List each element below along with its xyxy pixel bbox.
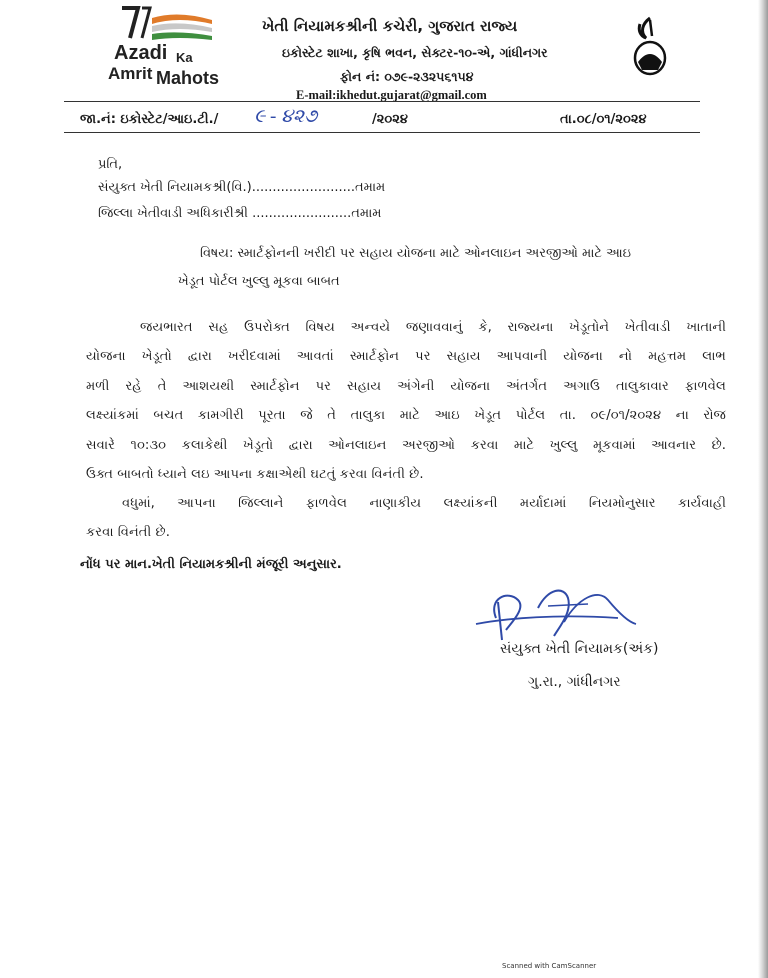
- logo-ka: Ka: [176, 50, 193, 65]
- body-p1-line-5: સવારે ૧૦:૩૦ કલાકેથી ખેડૂતો દ્વારા ઓનલાઇન અરજીઓ કરવા માટે ખુલ્લુ મૂકવામાં આવનાર છે.: [86, 437, 726, 453]
- logo-mahotsav: Mahots: [156, 68, 219, 88]
- body-paragraph-2: [86, 489, 726, 548]
- body-p1-line-1: જયભારત સહ ઉપરોક્ત વિષય અન્વયે જણાવવાનું કે, રાજ્યના ખેડૂતોને ખેતીવાડી ખાતાની: [140, 320, 726, 335]
- signatory-title: સંયુક્ત ખેતી નિયામક(અંક): [500, 641, 659, 657]
- body-p1-line-3: મળી રહે તે આશયથી સ્માર્ટફોન પર સહાય અંગેની યોજના અંતર્ગત અગાઉ તાલુકાવાર ફાળવેલ: [86, 378, 726, 394]
- recipient-line-2: જિલ્લા ખેતીવાડી અધિકારીશ્રી ........................તમામ: [98, 206, 382, 221]
- body-p2-line-1: વધુમાં, આપના જિલ્લાને ફાળવેલ નાણાકીય લક્ષ્યાંકની મર્યાદામાં નિયમોનુસાર કાર્યવાહી: [122, 496, 726, 511]
- logo-azadi: Azadi: [114, 42, 168, 64]
- subject-line-2: ખેડૂત પોર્ટલ ખુલ્લુ મૂકવા બાબત: [178, 274, 340, 289]
- scanner-watermark: Scanned with CamScanner: [502, 962, 597, 970]
- salutation: પ્રતિ,: [98, 157, 123, 172]
- body-p1-line-4: લક્ષ્યાંકમાં બચત કામગીરી પૂરતા જે તે તાલુકા માટે આઇ ખેડૂત પોર્ટલ તા. ૦૯/૦૧/૨૦૨૪ ના રોજ: [86, 408, 726, 424]
- body-p2-line-2: કરવા વિનંતી છે.: [86, 525, 170, 541]
- header-rule-top: [64, 101, 700, 102]
- azadi-ka-amrit-mahotsav-logo: [108, 4, 268, 86]
- page-edge-shadow: [758, 0, 768, 978]
- logo-amrit: Amrit: [108, 64, 153, 83]
- body-p1-line-2: યોજના ખેડૂતો દ્વારા ખરીદવામાં આવતાં સ્માર્ટફોન પર સહાય આપવાની યોજના નો મહત્તમ લાભ: [86, 349, 726, 365]
- office-title: ખેતી નિયામકશ્રીની કચેરી, ગુજરાત રાજ્ય: [262, 17, 518, 35]
- body-p1-line-6: ઉક્ત બાબતો ધ્યાને લઇ આપના કક્ષાએથી ઘટતું કરવા વિનંતી છે.: [86, 467, 424, 483]
- reference-year: /૨૦૨૪: [372, 112, 408, 127]
- approval-note: નોંધ પર માન.ખેતી નિયામકશ્રીની મંજૂરી અનુસાર.: [80, 557, 342, 572]
- handwritten-reference-number: ૯ - ૪૨૭: [254, 106, 318, 127]
- letter-date: તા.૦૮/૦૧/૨૦૨૪: [560, 112, 647, 127]
- recipient-line-1: સંયુક્ત ખેતી નિયામકશ્રી(વિ.).........................તમામ: [98, 180, 386, 195]
- office-address: ઇકોસ્ટેટ શાખા, કૃષિ ભવન, સેક્ટર-૧૦-એ, ગાંધીનગર: [282, 45, 548, 60]
- signatory-place: ગુ.રા., ગાંધીનગર: [528, 674, 621, 690]
- government-emblem-icon: [630, 16, 670, 78]
- body-paragraph-1: [86, 313, 726, 489]
- header-rule-bottom: [64, 132, 700, 133]
- office-phone: ફોન નં: ૦૭૯-૨૩૨૫૬૧૫૪: [340, 69, 474, 84]
- subject-line-1: વિષય: સ્માર્ટફોનની ખરીદી પર સહાય યોજના માટે ઓનલાઇન અરજીઓ માટે આઇ: [200, 246, 631, 261]
- reference-prefix: જા.નં: ઇકોસ્ટેટ/આઇ.ટી./: [80, 112, 219, 127]
- office-email: E-mail:ikhedut.gujarat@gmail.com: [296, 88, 487, 102]
